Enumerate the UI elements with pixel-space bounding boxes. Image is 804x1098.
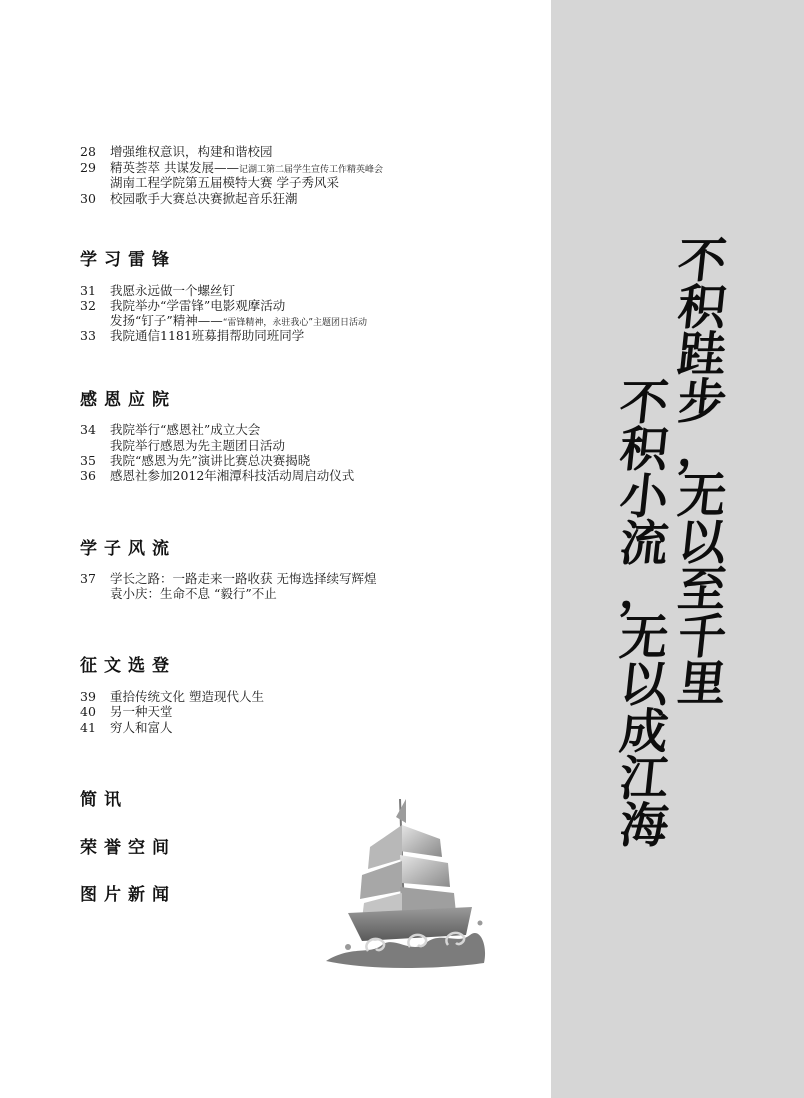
section-title-tupian-xinwen[interactable]: 图片新闻 (80, 885, 176, 905)
page-number: 35 (80, 453, 96, 468)
page-number: 39 (80, 689, 96, 704)
entry-title: 精英荟萃 共谋发展—— (110, 160, 239, 175)
entry-title: 我院举办“学雷锋”电影观摩活动 (110, 298, 286, 313)
calligraphy-char: 小 (617, 469, 672, 525)
calligraphy-char: 江 (617, 751, 672, 807)
section-title-xuexi-leifeng[interactable]: 学习雷锋 (80, 250, 176, 270)
entry-subtitle: 记湖工第二届学生宣传工作精英峰会 (238, 165, 383, 175)
entry-subtitle: “雷锋精神，永驻我心”主题团日活动 (222, 318, 367, 328)
calligraphy-char: 千 (675, 609, 730, 665)
page-number: 28 (80, 144, 96, 159)
calligraphy-char: ， (675, 421, 730, 477)
page-number: 34 (80, 422, 96, 437)
calligraphy-char: ， (617, 563, 672, 619)
calligraphy-char: 以 (617, 657, 672, 713)
calligraphy-char: 里 (675, 656, 730, 712)
section-title-zhengwen-xuandeng[interactable]: 征文选登 (80, 656, 176, 676)
calligraphy-char: 积 (675, 280, 730, 336)
entry-title: 发扬“钉子”精神—— (110, 313, 223, 328)
page-number: 40 (80, 704, 96, 719)
entry-title: 我院举行“感恩社”成立大会 (110, 422, 261, 437)
page-number: 37 (80, 571, 96, 586)
calligraphy-line-2 (617, 375, 672, 854)
entry-title: 学长之路：一路走来一路收获 无悔选择续写辉煌 (110, 571, 377, 586)
calligraphy-char: 跬 (675, 327, 730, 383)
calligraphy-char: 成 (617, 704, 672, 760)
page-number: 31 (80, 283, 96, 298)
page-number: 36 (80, 468, 96, 483)
calligraphy-char: 无 (617, 610, 672, 666)
sailboat-waves-icon (322, 795, 490, 975)
section-title-rongyu-kongjian[interactable]: 荣誉空间 (80, 838, 176, 858)
section-title-ganen-yingyuan[interactable]: 感恩应院 (80, 390, 176, 410)
entry-title: 另一种天堂 (110, 704, 173, 719)
page-number: 30 (80, 191, 96, 206)
calligraphy-char: 积 (617, 422, 672, 478)
section-title-xuezi-fengliu[interactable]: 学子风流 (80, 539, 176, 559)
calligraphy-line-1 (675, 233, 730, 712)
entry-title: 袁小庆：生命不息 “毅行”不止 (110, 586, 277, 601)
calligraphy-char: 海 (617, 798, 672, 854)
entry-title: 我愿永远做一个螺丝钉 (110, 283, 236, 298)
calligraphy-char: 步 (675, 374, 730, 430)
entry-title: 我院通信1181班募捐帮助同班同学 (110, 328, 305, 343)
page-number: 33 (80, 328, 96, 343)
calligraphy-char: 以 (675, 515, 730, 571)
calligraphy-char: 至 (675, 562, 730, 618)
calligraphy-char: 无 (675, 468, 730, 524)
entry-title: 穷人和富人 (110, 720, 173, 735)
calligraphy-char: 流 (617, 516, 672, 572)
entry-title: 我院“感恩为先”演讲比赛总决赛揭晓 (110, 453, 311, 468)
page-number: 41 (80, 720, 96, 735)
calligraphy-char: 不 (675, 233, 730, 289)
entry-title: 校园歌手大赛总决赛掀起音乐狂潮 (110, 191, 298, 206)
entry-title: 感恩社参加2012年湘潭科技活动周启动仪式 (110, 468, 355, 483)
calligraphy-char: 不 (617, 375, 672, 431)
entry-title: 我院举行感恩为先主题团日活动 (110, 438, 286, 453)
page-number: 29 (80, 160, 96, 175)
entry-title: 增强维权意识，构建和谐校园 (110, 144, 273, 159)
entry-title: 湖南工程学院第五届模特大赛 学子秀风采 (110, 175, 339, 190)
section-title-jianxun[interactable]: 简讯 (80, 790, 128, 810)
page-number: 32 (80, 298, 96, 313)
entry-title: 重拾传统文化 塑造现代人生 (110, 689, 264, 704)
